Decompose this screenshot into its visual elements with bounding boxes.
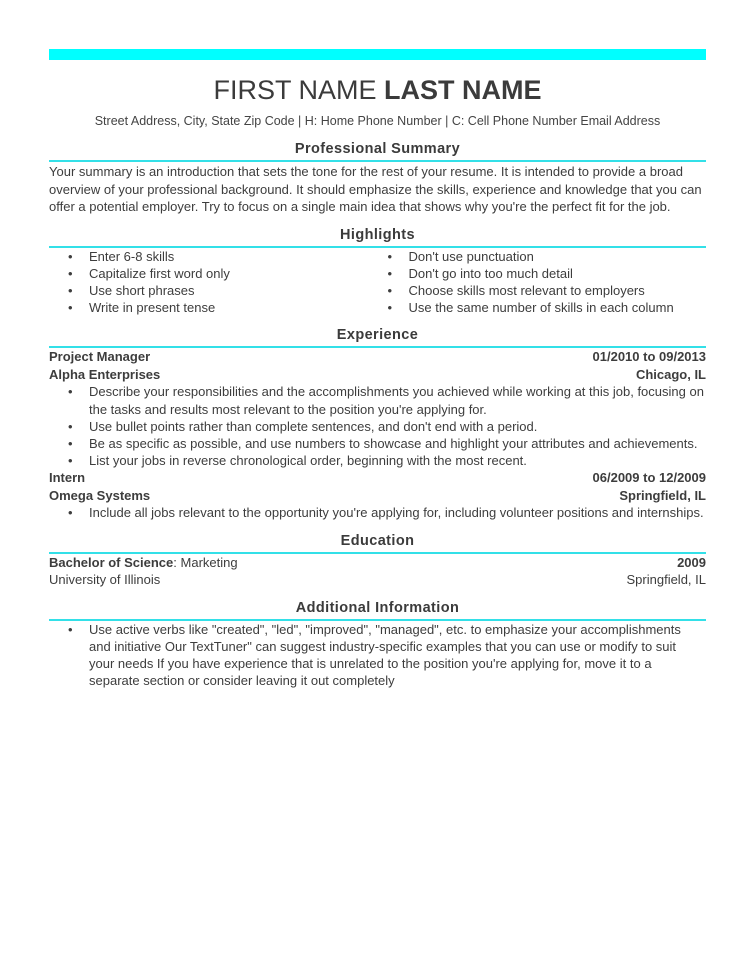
contact-line: Street Address, City, State Zip Code | H: Home Phone Number | C: Cell Phone Number Email Address <box>94 114 661 128</box>
job-entry <box>49 348 706 469</box>
summary-text: Your summary is an introduction that sets the tone for the rest of your resume. It is intended to provide a broad overview of your professional background. It should emphasize the skills, experience and knowledge that you can offer a potential employer. Try to focus on a single main idea that shows why you're the perfect fit for the job. <box>49 164 702 214</box>
highlights-left-column <box>49 248 378 317</box>
section-title-additional: Additional Information <box>49 599 706 621</box>
first-name: FIRST NAME <box>213 75 377 105</box>
job-company: Alpha Enterprises <box>49 366 161 382</box>
highlights-right-column <box>378 248 707 317</box>
job-dates: 06/2009 to 12/2009 <box>592 470 706 486</box>
section-experience <box>49 326 706 521</box>
job-bullet: • Include all jobs relevant to the opportunity you're applying for, including volunteer positions and internships. <box>49 504 706 521</box>
school-location: Springfield, IL <box>626 572 706 588</box>
section-highlights <box>49 226 706 317</box>
highlight-item: • Use short phrases <box>49 282 378 299</box>
additional-bullet: • Use active verbs like "created", "led", "improved", "managed", etc. to emphasize your accomplishments and initiative Our TextTuner" can suggest industry-specific examples that you can use or modify to suit your needs If you have experience that is unrelated to the position you're applying for, move it to a separate section or consider leaving it out completely <box>49 621 696 690</box>
job-dates: 01/2010 to 09/2013 <box>592 349 706 365</box>
graduation-year: 2009 <box>677 554 706 570</box>
section-title-summary: Professional Summary <box>49 140 706 162</box>
degree: Bachelor of Science <box>49 554 174 570</box>
last-name: LAST NAME <box>384 75 542 105</box>
highlight-item: • Choose skills most relevant to employers <box>378 282 707 299</box>
accent-top-bar <box>49 49 706 60</box>
section-title-experience: Experience <box>49 326 706 348</box>
highlight-item: • Capitalize first word only <box>49 265 378 282</box>
school-name: University of Illinois <box>49 572 161 588</box>
job-bullet: • List your jobs in reverse chronological order, beginning with the most recent. <box>49 452 706 469</box>
resume-page <box>49 49 706 689</box>
section-education <box>49 532 706 589</box>
section-additional <box>49 599 706 690</box>
job-location: Springfield, IL <box>619 487 706 503</box>
job-bullet: • Be as specific as possible, and use numbers to showcase and highlight your attributes and achievements. <box>49 435 706 452</box>
section-title-highlights: Highlights <box>49 226 706 248</box>
job-title: Intern <box>49 470 86 486</box>
highlight-item: • Enter 6-8 skills <box>49 248 378 265</box>
job-location: Chicago, IL <box>635 366 706 382</box>
highlight-item: • Don't go into too much detail <box>378 265 707 282</box>
highlights-columns <box>49 248 706 317</box>
highlight-item: • Write in present tense <box>49 299 378 316</box>
job-entry <box>49 469 706 521</box>
job-bullet: • Use bullet points rather than complete sentences, and don't end with a period. <box>49 418 706 435</box>
job-bullet: • Describe your responsibilities and the accomplishments you achieved while working at this job, focusing on the tasks and results most relevant to the position you're applying for. <box>49 383 706 417</box>
job-company: Omega Systems <box>49 487 151 503</box>
candidate-name <box>49 74 706 106</box>
highlight-item: • Use the same number of skills in each column <box>378 299 707 316</box>
section-summary <box>49 140 706 216</box>
field-of-study: : Marketing <box>173 554 238 570</box>
section-title-education: Education <box>49 532 706 554</box>
highlight-item: • Don't use punctuation <box>378 248 707 265</box>
job-title: Project Manager <box>49 349 151 365</box>
